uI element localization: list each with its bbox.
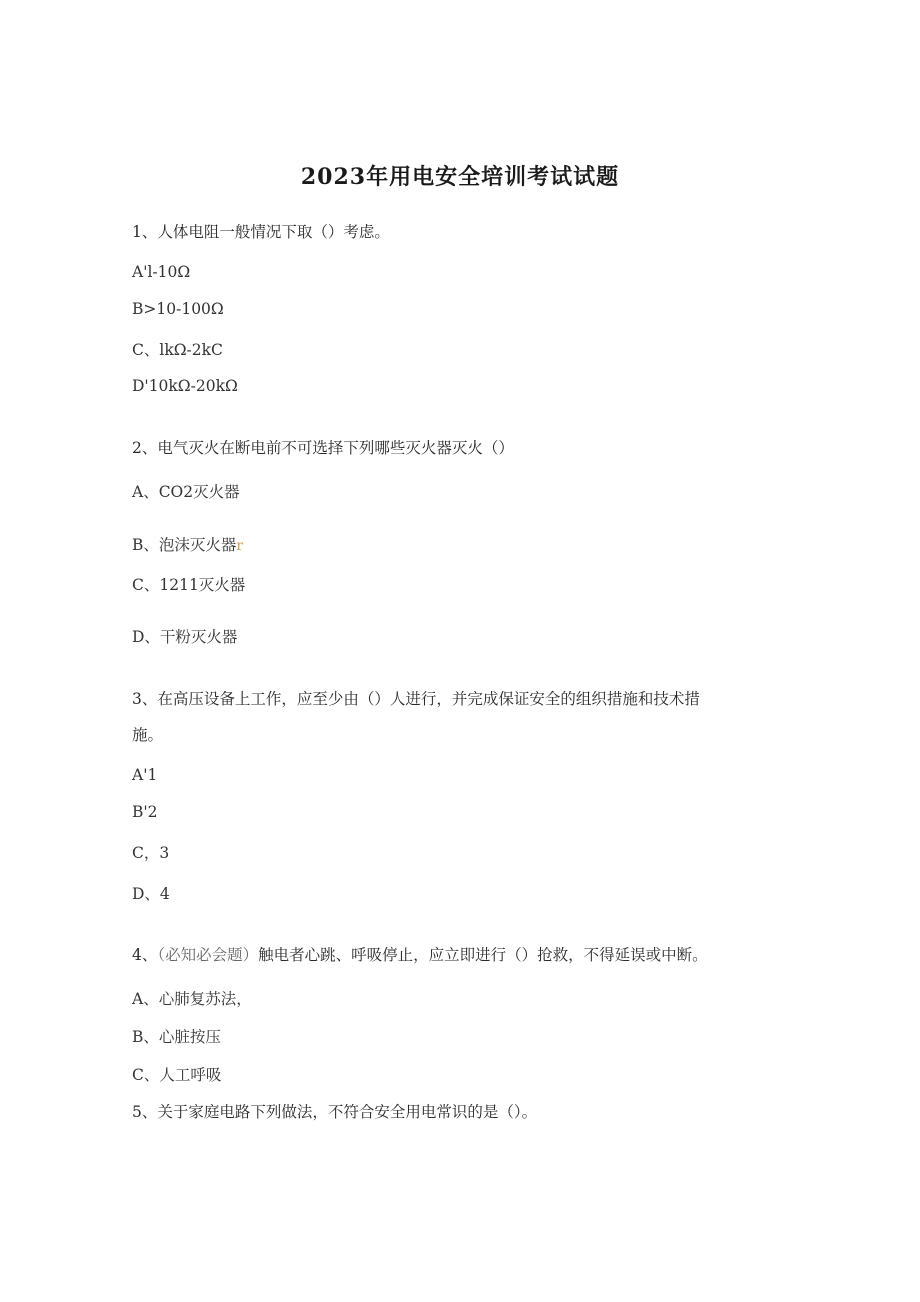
question-4-body: 触电者心跳、呼吸停止，应立即进行（）抢救，不得延误或中断。	[258, 946, 708, 964]
stray-mark: r	[236, 538, 244, 554]
question-3-text-line-2: 施。	[132, 726, 164, 744]
question-4-option-a: A、心肺复苏法，	[132, 990, 252, 1008]
question-2-option-a: A、CO2灭火器	[132, 483, 240, 501]
question-3-option-d: D、4	[132, 885, 170, 903]
question-4-number: 4、	[132, 946, 158, 964]
question-2-option-c: C、1211灭火器	[132, 576, 246, 594]
question-4-option-c: C、人工呼吸	[132, 1066, 222, 1084]
question-5-text: 5、关于家庭电路下列做法，不符合安全用电常识的是（）。	[132, 1103, 538, 1121]
question-2-text: 2、电气灭火在断电前不可选择下列哪些灭火器灭火（）	[132, 439, 514, 457]
question-1-option-d: D'10kΩ-20kΩ	[132, 377, 238, 395]
question-1-option-b: B>10-100Ω	[132, 300, 224, 318]
question-2-option-b	[132, 533, 243, 555]
question-3-option-c: C，3	[132, 844, 170, 862]
question-3-option-b: B'2	[132, 803, 158, 821]
question-4-note: （必知必会题）	[157, 946, 259, 964]
question-2-option-d: D、干粉灭火器	[132, 628, 238, 646]
question-1-option-a: A'l-10Ω	[132, 263, 191, 281]
question-2-option-b-label: B、泡沫灭火器	[132, 536, 237, 554]
question-1-text: 1、人体电阻一般情况下取（）考虑。	[132, 223, 390, 241]
question-3-text-line-1: 3、在高压设备上工作，应至少由（）人进行，并完成保证安全的组织措施和技术措	[132, 690, 700, 708]
question-4-text	[132, 943, 708, 965]
question-1-option-c: C、lkΩ-2kC	[132, 341, 223, 359]
document-title: 2023年用电安全培训考试试题	[300, 164, 620, 190]
question-4-option-b: B、心脏按压	[132, 1028, 221, 1046]
question-3-option-a: A'1	[132, 766, 158, 784]
